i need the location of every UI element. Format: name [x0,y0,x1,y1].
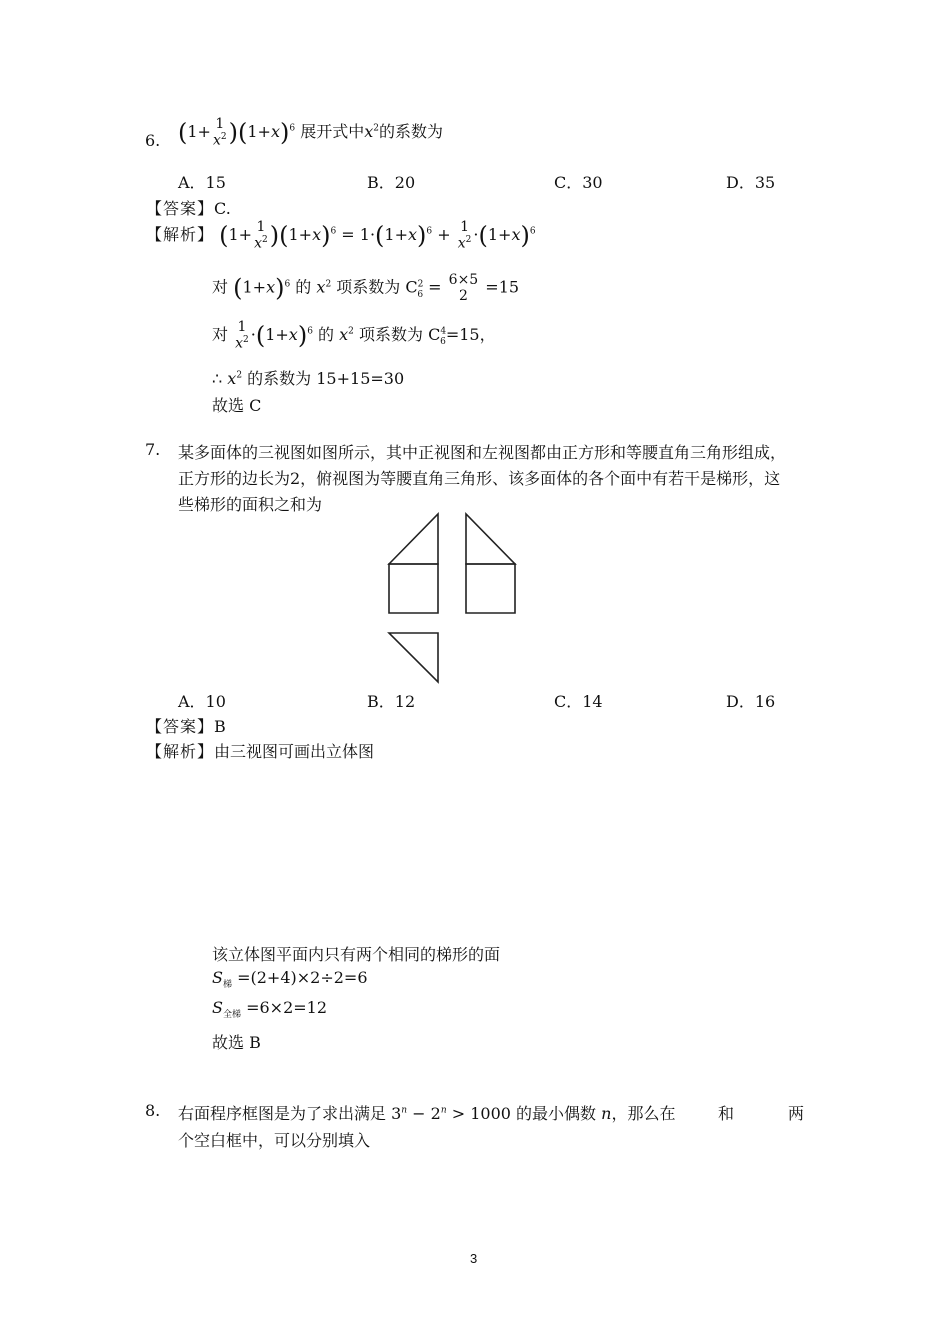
q7-line3-sub: 全梯 [222,1010,241,1021]
q8-stem-a: 右面程序框图是为了求出满足 [178,1104,387,1123]
front-view-square [389,564,438,613]
q7-number: 7. [145,440,161,459]
side-view-triangle [466,514,515,564]
q6-conclusion: 故选 C [212,396,262,415]
q6-line2-tail: 的 [318,325,335,345]
q6-line3-eq: 15+15=30 [316,369,405,388]
q7-option-d: D．16 [726,692,776,711]
q6-option-d: D．35 [726,173,776,192]
q7-analysis [146,739,374,762]
three-view-drawing [380,508,525,688]
q7-analysis-text: 由三视图可画出立体图 [214,742,375,761]
q7-analysis-label: 【解析】 [146,742,215,761]
q6-answer [146,196,231,219]
q7-stem-line3: 些梯形的面积之和为 [178,495,323,514]
q8-stem-e: 两 [788,1104,805,1123]
q6-analysis-line0: 【解析】 (1+ 1 $x^2$ )$(1+x)^6 = 1\cdot(1+x)^6$ + 1 $x^2$ $\cdot(1+x)^6$ [146,219,536,252]
q6-analysis-line2: 对 1 $x^2$ $\cdot(1+x)^6$ 的 $x^2$ 项系数为 $C^4_6=15$， [212,319,496,352]
q6-stem-tail: 的系数为 [378,122,443,142]
q7-line2: $S_梯 =(2+4)\times 2\div 2=6$ [212,968,368,991]
q7-line2-sub: 梯 [222,980,232,991]
q6-option-a: A．15 [178,173,226,192]
q6-answer-value: C. [214,199,231,218]
q7-answer-label: 【答案】 [146,717,215,736]
top-view-triangle [389,633,438,682]
q7-stem-line1: 某多面体的三视图如图所示，其中正视图和左视图都由正方形和等腰直角三角形组成， [178,443,787,462]
q7-option-a: A．10 [178,692,226,711]
side-view-square [466,564,515,613]
q6-option-c: C．30 [554,173,603,192]
q8-stem-line1: 右面程序框图是为了求出满足 $3^n - 2^n > 1000$ 的最小偶数 n，那么在 [178,1104,676,1123]
q7-option-b: B．12 [367,692,416,711]
q6-line2-mid: 项系数为 [359,325,424,345]
q8-stem-line2: 个空白框中，可以分别填入 [178,1131,371,1150]
q8-stem-b: 的最小偶数 [516,1104,597,1123]
front-view-triangle [389,514,438,564]
q6-stem-suffix: 展开式中 [300,122,365,142]
q6-line2-eq: =15， [445,325,496,345]
q6-line3-mid: 的系数为 [247,369,312,388]
q7-stem-line2: 正方形的边长为2，俯视图为等腰直角三角形、该多面体的各个面中有若干是梯形，这 [178,469,781,488]
therefore-symbol: ∴ [212,369,223,388]
q6-number: 6. [145,131,161,150]
q7-line1: 该立体图平面内只有两个相同的梯形的面 [212,945,501,964]
q7-answer [146,714,226,737]
q6-line1-eq: =15 [485,277,520,297]
q6-analysis-line3: ∴ $x^2$ 的系数为 15+15=30 [212,369,405,388]
q8-stem-c: ，那么在 [611,1104,676,1123]
q8-stem-d: 和 [718,1104,735,1123]
q6-stem: (1+ 1 $x^2$ )$(1+x)^6$ 展开式中$x^2$的系数为 [178,116,443,149]
q7-option-c: C．14 [554,692,603,711]
page-number: 3 [470,1251,478,1266]
q7-line3-eq: =6×2=12 [246,998,328,1017]
q6-line1-mid: 项系数为 [336,277,401,297]
q8-number: 8. [145,1101,161,1120]
q7-line2-eq: =(2+4)×2÷2=6 [237,968,368,987]
q7-line3: $S_{全梯} =6\times 2=12$ [212,998,328,1021]
q7-conclusion: 故选 B [212,1033,261,1052]
q6-analysis-label: 【解析】 [146,225,215,245]
q6-line1-tail: 的 [295,277,312,297]
q6-analysis-line1: 对 $(1+x)^6$ 的 $x^2$ 项系数为 $C^2_6$ = 6×5 2 =15 [212,272,520,304]
q6-answer-label: 【答案】 [146,199,215,218]
q6-option-b: B．20 [367,173,416,192]
q7-answer-value: B [214,717,226,736]
